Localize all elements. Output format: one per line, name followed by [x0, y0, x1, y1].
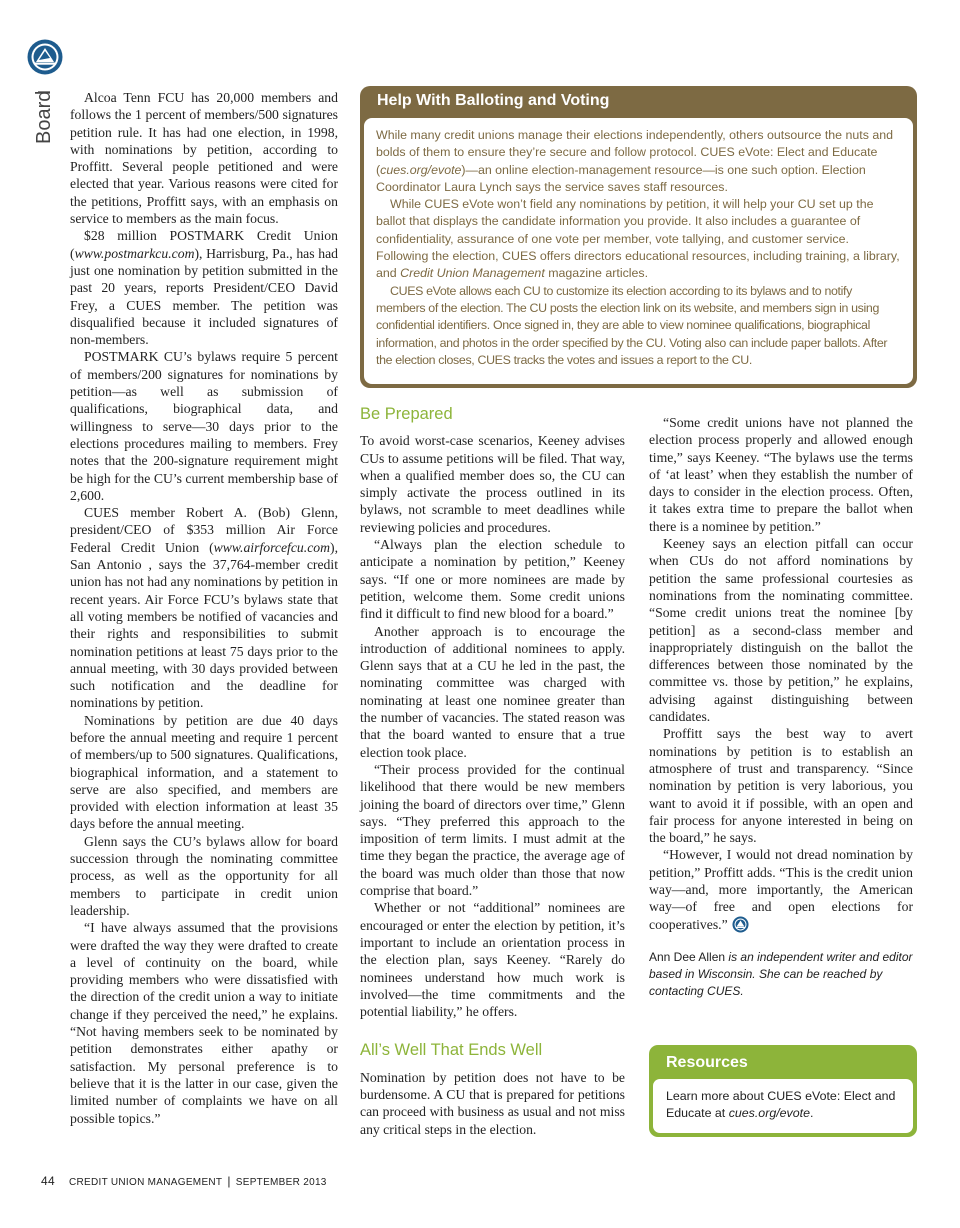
paragraph: To avoid worst-case scenarios, Keeney advises CUs to assume petitions will be filed. That way, when a qualified member does so, the CU can simply activate the process outlined in its bylaws, not scramble to meet deadlines while reviewing policies and procedures. — [360, 433, 625, 535]
page-footer — [41, 1174, 327, 1188]
issue-date: SEPTEMBER 2013 — [235, 1177, 327, 1188]
sidebar-paragraph: While many credit unions manage their elections independently, others outsource the nuts and bolds of them to ensure they’re secure and follow protocol. CUES eVote: Elect and Educate (cues.org/evote)—an online election-management resource—is one such option. Election Coordinator Laura Lynch says the service saves staff resources. — [376, 128, 894, 194]
article-column-1 — [70, 89, 338, 1127]
cues-logo-icon — [26, 38, 64, 76]
paragraph: Another approach is to encourage the introduction of additional nominees to apply. Glenn says that at a CU he led in the past, the nominating committee was charged with nominating at least one nominee greater than the number of vacancies. The stated reason was that the board wanted to ensure that a true election took place. — [360, 623, 625, 760]
resources-end: . — [809, 1106, 814, 1121]
paragraph: Keeney says an election pitfall can occur when CUs do not afford nominations by petition the same professional courtesies as nominations from the nominating committee. “Some credit unions treat the nominee [by petition] as a second-class member and inappropriately distinguish on the ballot the differences between those nominated by the committee vs. those by petition,” he explains, advising against distinguishing between candidates. — [649, 536, 913, 725]
paragraph: Whether or not “additional” nominees are encouraged or enter the election by petition, it’s important to include an orientation process in the election plan, says Keeney. “Rarely do nominees understand how much work is involved—the time commitments and the potential liability,” he offers. — [360, 900, 625, 1020]
end-mark-icon — [732, 916, 749, 933]
subheading-alls-well: All’s Well That Ends Well — [360, 1041, 543, 1060]
paragraph: $28 million POSTMARK Credit Union (www.postmarkcu.com), Harrisburg, Pa., has had just one nomination by petition submitted in the past 20 years, reports President/CEO David Frey, a CUES member. The petition was disqualified because it included signatures of non-members. — [70, 228, 338, 348]
subheading-be-prepared: Be Prepared — [360, 405, 453, 423]
author-name: Ann Dee Allen — [649, 949, 726, 964]
page-number: 44 — [41, 1174, 55, 1188]
section-label — [20, 90, 56, 150]
resources-text: Learn more about CUES eVote: Elect and Educate at — [666, 1089, 896, 1121]
sidebar-paragraph: CUES eVote allows each CU to customize its election according to its bylaws and to notify members of the election. The CU posts the election link on its website, and members sign in using confidential identifiers. Once signed in, they are able to view nominee qualifications, biographical information, and photos in the order specified by the CU. Voting also can include paper ballots. After the election closes, CUES tracks the votes and issues a report to the CU. — [376, 283, 888, 367]
paragraph: Nomination by petition does not have to be burdensome. A CU that is prepared for petitions can proceed with business as usual and not miss any critical steps in the election. — [360, 1069, 625, 1137]
paragraph: “Some credit unions have not planned the election process properly and allowed enough time,” says Keeney. “The bylaws use the terms of ‘at least’ when they establish the number of days to consider in the election process. Often, it takes extra time to prepare the ballot when there is a nominee by petition.” — [649, 415, 913, 534]
paragraph: Glenn says the CU’s bylaws allow for board succession through the nominating committee process, as well as the opportunity for all members to participate in credit union leadership. — [70, 833, 338, 918]
sidebar-title: Help With Balloting and Voting — [377, 92, 610, 109]
paragraph: Proffitt says the best way to avert nominations by petition is to establish an atmosphere of trust and transparency. “Since nomination by petition is very laborious, you want to avoid it if possible, with an open and fair process for anyone interested in being on the board,” he says. — [649, 726, 913, 846]
resources-body — [653, 1079, 913, 1133]
final-paragraph-text: “However, I would not dread nomination by petition,” Proffitt adds. “This is the credit union way—and, more importantly, the American way—of free and open elections for cooperatives.” — [649, 847, 913, 932]
bio-text — [649, 949, 913, 1000]
sidebar-body — [364, 118, 913, 384]
sidebar-box — [360, 86, 917, 388]
resources-title: Resources — [666, 1054, 748, 1071]
publication-name: CREDIT UNION MANAGEMENT — [68, 1177, 223, 1188]
paragraph: Alcoa Tenn FCU has 20,000 members and follows the 1 percent of members/500 signatures petition rule. It has had one election, in 1998, with nominations by petition, according to Proffitt. Several people petitioned and were elected that year. Various reasons were cited for the petitions, Proffitt says, with an emphasis on service to members as the main focus. — [70, 90, 338, 227]
resources-link[interactable]: cues.org/evote — [728, 1106, 810, 1121]
paragraph: CUES member Robert A. (Bob) Glenn, president/CEO of $353 million Air Force Federal Credit Union (www.airforcefcu.com), San Antonio , says the 37,764-member credit union has not had any nominations by petition in recent years. Air Force FCU’s bylaws state that all voting members be notified of vacancies and their rights and responsibilities to submit nomination petitions at least 75 days prior to the annual meeting, with 30 days provided between such notification and the deadline for nominations by petition. — [70, 505, 338, 711]
bio-description: is an independent writer and editor based in Wisconsin. She can be reached by contacting CUES. — [649, 949, 913, 998]
article-column-2 — [360, 406, 625, 1138]
paragraph — [649, 846, 913, 932]
paragraph: POSTMARK CU’s bylaws require 5 percent of members/200 signatures for nominations by petition—as well as submission of qualifications, biographical data, and willingness to serve—30 days prior to the elections procedures mailing to members. Frey notes that the 200-signature requirement might be high for the CU’s current membership base of 2,600. — [70, 349, 338, 503]
paragraph: “Always plan the election schedule to anticipate a nomination by petition,” Keeney says. “If one or more nominees are made by petition, welcome them. Some credit unions find it difficult to find new blood for a board.” — [360, 537, 625, 622]
paragraph: Nominations by petition are due 40 days before the annual meeting and require 1 percent of members/up to 500 signatures. Qualifications, biographical information, and a statement to serve are also specified, and members are provided with election information at least 35 days before the annual meeting. — [70, 712, 338, 832]
svg-text:Board: Board — [33, 90, 55, 144]
paragraph: “I have always assumed that the provisions were drafted the way they were drafted to create a level of continuity on the board, while providing members who were dissatisfied with the direction of the credit union a way to initiate change if they perceived the need,” he explains. “Not having members seek to be nominated by petition demonstrates either apathy or satisfaction. My personal preference is to believe that it is the latter in our case, given the limited number of complaints we have on all possible topics.” — [70, 920, 338, 1126]
footer-separator: | — [227, 1174, 231, 1188]
sidebar-paragraph: While CUES eVote won’t field any nominations by petition, it will help your CU set up the ballot that displays the candidate information you provide. It also includes a guarantee of confidentiality, assurance of one vote per member, vote tallying, and customer service. Following the election, CUES offers directors educational resources, including training, a library, and Credit Union Management magazine articles. — [376, 197, 900, 281]
paragraph: “Their process provided for the continual likelihood that there would be new members joining the board of directors over time,” Glenn says. “They preferred this approach to the imposition of term limits. I must admit at the time they began the practice, the average age of the board was much older than those that now comprise that board.” — [360, 761, 625, 899]
article-column-3 — [649, 414, 913, 1000]
author-bio — [649, 949, 913, 1000]
resources-box — [649, 1045, 917, 1137]
